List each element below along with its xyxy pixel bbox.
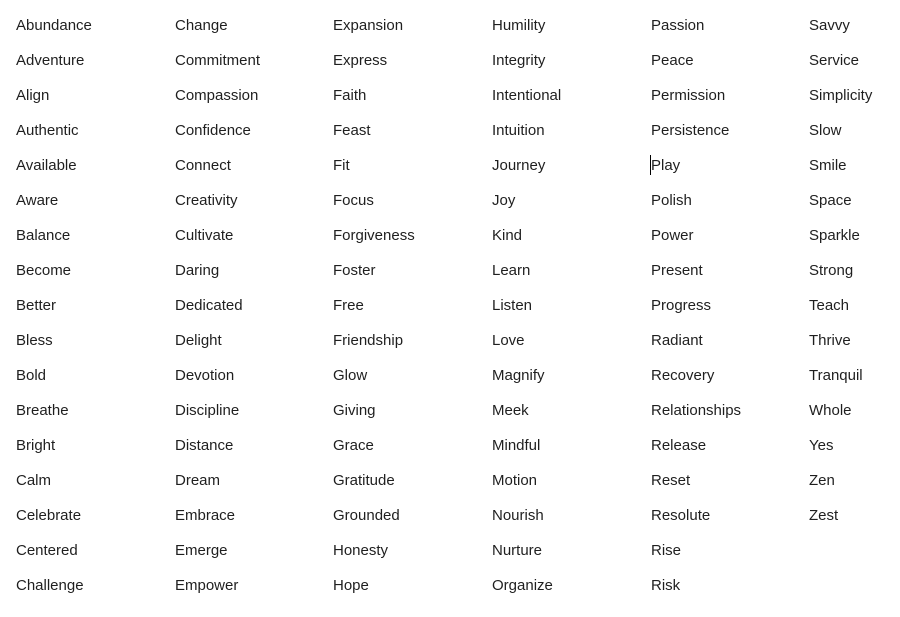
word-item: Better: [16, 297, 57, 314]
word-item: Honesty: [333, 542, 389, 559]
word-item: Align: [16, 87, 50, 104]
word-item: Release: [651, 437, 707, 454]
word-item: Intuition: [492, 122, 545, 139]
word-item: Power: [651, 227, 694, 244]
word-item: Risk: [651, 577, 681, 594]
word-item: Compassion: [175, 87, 259, 104]
word-item: Rise: [651, 542, 682, 559]
text-cursor: [650, 155, 651, 175]
word-item: Adventure: [16, 52, 85, 69]
word-item: Friendship: [333, 332, 404, 349]
word-item: Feast: [333, 122, 371, 139]
word-item: Polish: [651, 192, 692, 209]
word-item: Slow: [809, 122, 842, 139]
word-item: Aware: [16, 192, 59, 209]
word-item: Dedicated: [175, 297, 243, 314]
word-item: Challenge: [16, 577, 84, 594]
word-item: Cultivate: [175, 227, 234, 244]
word-item: Bless: [16, 332, 53, 349]
word-item: Meek: [492, 402, 529, 419]
word-item: Foster: [333, 262, 376, 279]
word-item: Embrace: [175, 507, 236, 524]
word-item: Become: [16, 262, 72, 279]
word-item: Dream: [175, 472, 221, 489]
word-item: Mindful: [492, 437, 541, 454]
word-item: Fit: [333, 157, 350, 174]
word-item: Authentic: [16, 122, 79, 139]
word-item: Passion: [651, 17, 705, 34]
word-item: Strong: [809, 262, 854, 279]
word-column-6: [809, 15, 872, 540]
word-item: Yes: [809, 437, 834, 454]
word-item: Love: [492, 332, 525, 349]
word-item: Kind: [492, 227, 523, 244]
word-item: Distance: [175, 437, 234, 454]
word-column-5: [651, 15, 741, 610]
word-item: Hope: [333, 577, 369, 594]
word-item: Daring: [175, 262, 220, 279]
word-item: Simplicity: [809, 87, 873, 104]
word-column-1: [16, 15, 92, 610]
word-item: Thrive: [809, 332, 851, 349]
word-item: Nourish: [492, 507, 544, 524]
word-item: Gratitude: [333, 472, 395, 489]
word-item: Integrity: [492, 52, 546, 69]
word-item: Play: [651, 157, 681, 174]
word-item: Breathe: [16, 402, 69, 419]
word-item: Change: [175, 17, 228, 34]
word-item: Zen: [809, 472, 835, 489]
word-item: Confidence: [175, 122, 251, 139]
word-item: Expansion: [333, 17, 404, 34]
word-item: Relationships: [651, 402, 742, 419]
word-item: Joy: [492, 192, 516, 209]
word-item: Devotion: [175, 367, 235, 384]
word-item: Free: [333, 297, 364, 314]
word-item: Progress: [651, 297, 712, 314]
word-item: Whole: [809, 402, 852, 419]
word-item: Intentional: [492, 87, 562, 104]
word-item: Giving: [333, 402, 376, 419]
word-item: Humility: [492, 17, 546, 34]
word-item: Focus: [333, 192, 374, 209]
word-item: Abundance: [16, 17, 92, 34]
word-item: Creativity: [175, 192, 238, 209]
word-item: Motion: [492, 472, 538, 489]
word-item: Discipline: [175, 402, 240, 419]
word-item: Learn: [492, 262, 531, 279]
word-item: Organize: [492, 577, 553, 594]
word-item: Persistence: [651, 122, 730, 139]
word-item: Centered: [16, 542, 78, 559]
word-item: Grounded: [333, 507, 400, 524]
word-item: Grace: [333, 437, 374, 454]
word-item: Sparkle: [809, 227, 860, 244]
word-item: Tranquil: [809, 367, 863, 384]
word-item: Bright: [16, 437, 56, 454]
word-item: Resolute: [651, 507, 711, 524]
word-item: Journey: [492, 157, 546, 174]
word-item: Available: [16, 157, 77, 174]
word-item: Emerge: [175, 542, 228, 559]
word-item: Permission: [651, 87, 726, 104]
word-item: Teach: [809, 297, 850, 314]
word-column-2: [175, 15, 260, 610]
word-item: Connect: [175, 157, 231, 174]
word-item: Service: [809, 52, 860, 69]
word-item: Magnify: [492, 367, 545, 384]
word-item: Express: [333, 52, 388, 69]
word-item: Space: [809, 192, 852, 209]
word-item: Delight: [175, 332, 222, 349]
word-item: Bold: [16, 367, 47, 384]
word-item: Peace: [651, 52, 694, 69]
word-item: Glow: [333, 367, 368, 384]
word-item: Balance: [16, 227, 71, 244]
word-column-3: [333, 15, 415, 610]
word-item: Calm: [16, 472, 52, 489]
word-item: Radiant: [651, 332, 703, 349]
word-item: Empower: [175, 577, 239, 594]
word-item: Present: [651, 262, 703, 279]
word-column-4: [492, 15, 561, 610]
word-item: Reset: [651, 472, 691, 489]
word-item: Commitment: [175, 52, 261, 69]
word-item: Nurture: [492, 542, 543, 559]
word-item: Forgiveness: [333, 227, 415, 244]
word-item: Smile: [809, 157, 847, 174]
word-item: Celebrate: [16, 507, 82, 524]
word-item: Listen: [492, 297, 533, 314]
word-item: Recovery: [651, 367, 715, 384]
word-item: Savvy: [809, 17, 850, 34]
word-item: Zest: [809, 507, 839, 524]
word-item: Faith: [333, 87, 367, 104]
